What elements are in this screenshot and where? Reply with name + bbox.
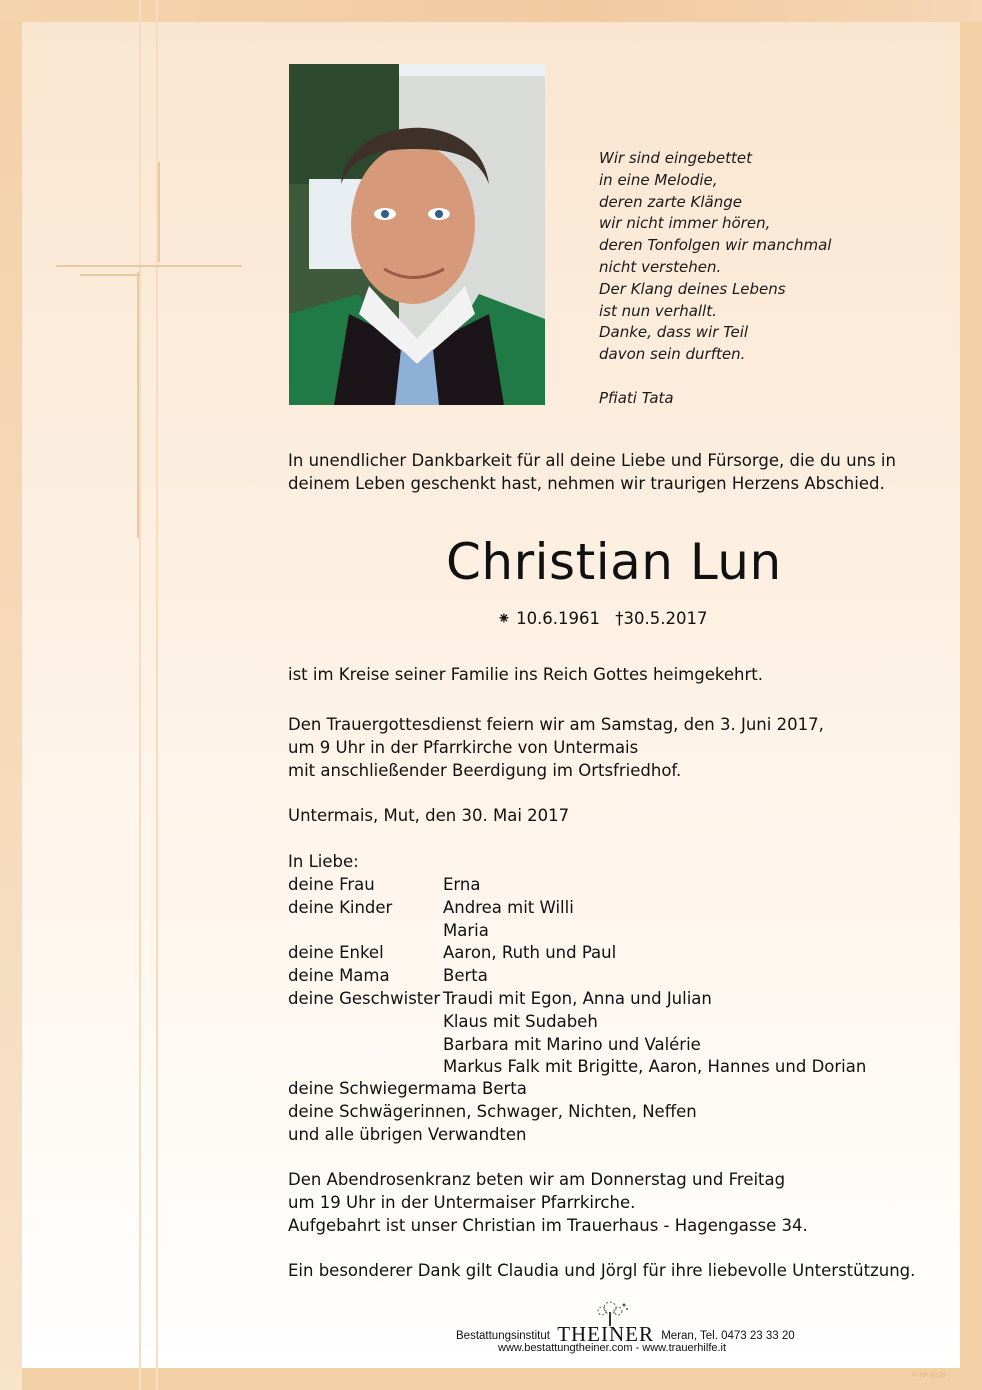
family-relation: deine Kinder [288,897,393,917]
family-names: Andrea mit Willi [443,897,574,917]
family-relation: deine Enkel [288,943,384,963]
family-names: Markus Falk mit Brigitte, Aaron, Hannes und Dorian [443,1057,867,1077]
cross-icon-part [80,274,140,276]
poem-line: deren Tonfolgen wir manchmal [599,236,832,255]
footer-contact: Meran, Tel. 0473 23 33 20 [661,1330,795,1342]
poem-line: davon sein durften. [599,345,746,364]
family-extra-line: deine Schwägerinnen, Schwager, Nichten, Neffen [288,1101,697,1121]
family-row [288,988,866,1011]
top-border [0,0,982,22]
poem-line: wir nicht immer hören, [599,214,771,233]
life-dates [497,609,718,628]
poem-line: nicht verstehen. [599,257,722,276]
poem-signature: Pfiati Tata [599,388,674,407]
family-relation: deine Mama [288,966,390,986]
birth-date: ⁕ 10.6.1961 [497,609,601,628]
family-row [288,1056,866,1079]
family-names: Klaus mit Sudabeh [443,1011,598,1031]
poem-line: deren zarte Klänge [599,192,742,211]
rosary-text [288,1169,808,1237]
rosary-line: Den Abendrosenkranz beten wir am Donnerstag und Freitag [288,1170,786,1189]
family-names: Berta [443,966,488,986]
footer-brand: THEINER [557,1322,655,1346]
rosary-line: um 19 Uhr in der Untermaiser Pfarrkirche. [288,1192,636,1212]
poem-line: in eine Melodie, [599,170,718,189]
family-names: Erna [443,875,481,894]
service-line: Den Trauergottesdienst feiern wir am Samstag, den 3. Juni 2017, [288,715,824,734]
decor-line [139,0,141,1390]
poem-line: Der Klang deines Lebens [599,279,786,298]
cross-icon-part [56,265,242,267]
family-relation [288,1056,443,1079]
footer-prefix: Bestattungsinstitut [456,1330,550,1342]
death-date: †30.5.2017 [615,609,708,628]
family-relation: deine Frau [288,875,375,894]
portrait-photo [289,64,545,405]
family-extra [288,1078,697,1146]
cross-icon-part [158,162,160,262]
family-extra-line: und alle übrigen Verwandten [288,1124,527,1144]
poem [599,148,929,410]
funeral-service-text [288,714,824,782]
family-relation [288,920,443,943]
cross-icon [137,272,139,538]
family-row [288,920,866,943]
poem-line: Danke, dass wir Teil [599,323,749,342]
family-list [288,874,866,1079]
intro-line: In unendlicher Dankbarkeit für all deine Liebe und Fürsorge, die du uns in [288,451,896,470]
family-names: Barbara mit Marino und Valérie [443,1034,701,1054]
poem-line: Wir sind eingebettet [599,149,752,167]
family-names: Aaron, Ruth und Paul [443,943,617,963]
place-date: Untermais, Mut, den 30. Mai 2017 [288,806,570,825]
footer-websites[interactable]: www.bestattungtheiner.com - www.trauerhilfe.it [498,1342,727,1354]
intro-text [288,450,896,496]
family-heading: In Liebe: [288,852,359,871]
family-row [288,1034,866,1057]
intro-line: deinem Leben geschenkt hast, nehmen wir traurigen Herzens Abschied. [288,473,885,493]
family-row [288,897,866,920]
service-line: um 9 Uhr in der Pfarrkirche von Untermais [288,737,639,757]
family-row [288,1011,866,1034]
family-row [288,942,866,965]
family-relation: deine Geschwister [288,988,441,1008]
family-row [288,874,866,897]
family-extra-line: deine Schwiegermama Berta [288,1079,527,1098]
left-border [0,0,22,1390]
poem-line: ist nun verhallt. [599,301,717,320]
rosary-line: Aufgebahrt ist unser Christian im Trauerhaus - Hagengasse 34. [288,1215,808,1235]
family-relation [288,1034,443,1057]
family-row [288,965,866,988]
deceased-name: Christian Lun [446,533,782,591]
print-code: © KP 8126 [912,1372,946,1379]
heimgekehrt-text: ist im Kreise seiner Familie ins Reich Gottes heimgekehrt. [288,665,763,684]
family-names: Traudi mit Egon, Anna und Julian [443,988,712,1008]
family-names: Maria [443,920,489,940]
service-line: mit anschließender Beerdigung im Ortsfriedhof. [288,760,682,780]
family-relation [288,1011,443,1034]
thanks-text: Ein besonderer Dank gilt Claudia und Jörgl für ihre liebevolle Unterstützung. [288,1261,916,1280]
